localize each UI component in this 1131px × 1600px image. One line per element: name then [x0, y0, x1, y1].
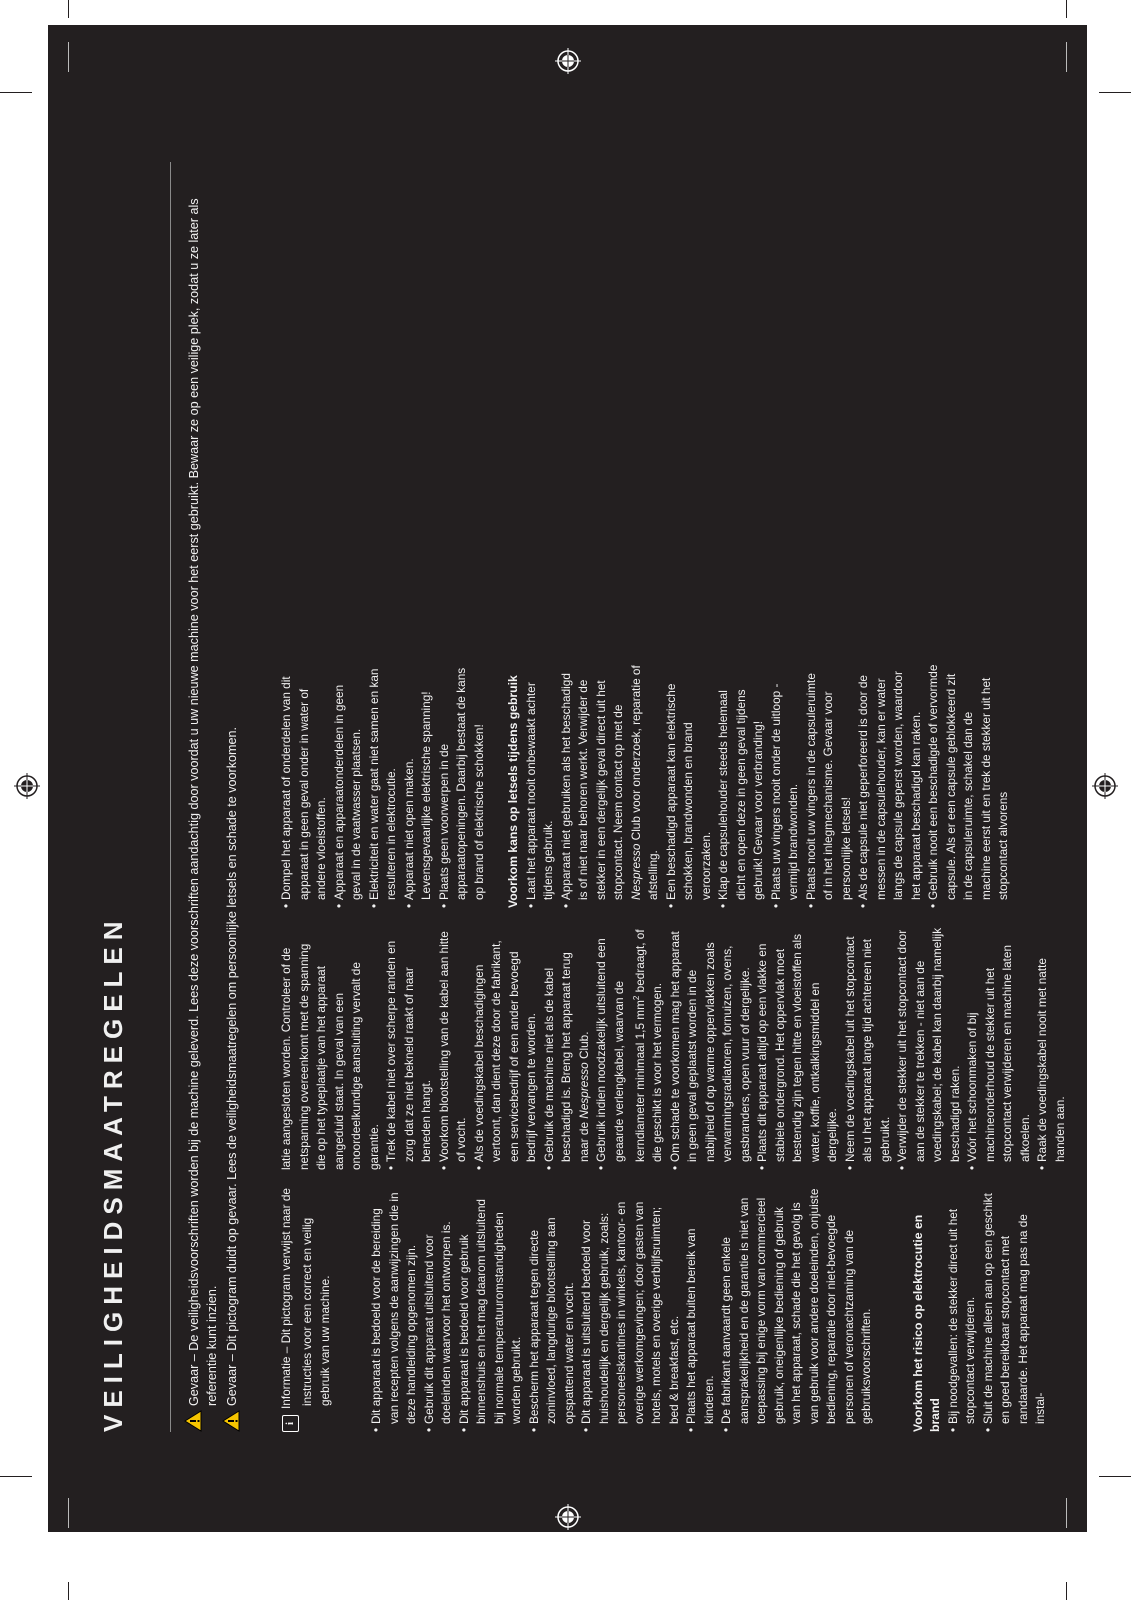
- intro: [184, 162, 242, 1432]
- document-content: [98, 162, 1067, 1432]
- list-item: [558, 664, 663, 908]
- info-note: [278, 1188, 334, 1432]
- column-2: [278, 926, 1069, 1170]
- list-item: • Als de capsule niet geperforeerd is door de messen in de capsulehouder, kan er water langs de capsule geperst worden, waardoor het apparaat beschadigd kan raken.: [855, 664, 925, 908]
- list-item: • Dit apparaat is bedoeld voor de bereiding van recepten volgens de aanwijzingen die in deze handleiding opgenomen zijn.: [368, 1188, 421, 1432]
- list-item: • Dit apparaat is uitsluitend bedoeld voor huishoudelijk en dergelijk gebruik, zoals: personeelskantines in winkels, kantoor- en overige werkomgevingen; door gasten van hotels, motels en overige verblijfsruimten; bed & breakfast, etc.: [578, 1188, 683, 1432]
- spacer: [334, 1188, 368, 1432]
- list-item: • Klap de capsulehouder steeds helemaal dicht en open deze in geen geval tijdens gebruik! Gevaar voor verbranding!: [715, 664, 768, 908]
- list-item: • Plaats geen voorwerpen in de apparaatopeningen. Daarbij bestaat de kans op brand of elektrische schokken!: [436, 664, 489, 908]
- list-item: • Trek de kabel niet over scherpe randen en zorg dat ze niet bekneld raakt of naar beneden hangt.: [383, 926, 436, 1170]
- intro-gevaar-2: [222, 162, 241, 1432]
- brand-name: Nespresso: [628, 843, 643, 900]
- list-item: [593, 926, 667, 1170]
- crop-mark: [68, 0, 69, 18]
- crop-mark: [0, 1476, 32, 1477]
- list-item: • Raak de voedingskabel nooit met natte handen aan.: [1034, 926, 1069, 1170]
- list-item: • Om schade te voorkomen mag het apparaat in geen geval geplaatst worden in de nabijheid of op warme oppervlakken zoals verwarmingsradiatoren, fornuizen, ovens, gasbranders, open vuur of dergelijke.: [667, 926, 755, 1170]
- registration-mark-icon: [1092, 773, 1118, 799]
- list-item: • Elektriciteit en water gaat niet samen en kan resulteren in elektrocutie.: [366, 664, 401, 908]
- crop-mark: [68, 1582, 69, 1600]
- list-item: • Bij noodgevallen: de stekker direct uit het stopcontact verwijderen.: [945, 1188, 980, 1432]
- crop-mark: [1066, 0, 1067, 18]
- info-icon: i: [282, 1415, 299, 1432]
- warning-triangle-icon: [184, 1410, 202, 1432]
- list-item: • Bescherm het apparaat tegen directe zoninvloed, langdurige blootstelling aan opspattend water en vocht.: [526, 1188, 579, 1432]
- list-item: • Gebruik nooit een beschadigde of vervormde capsule. Als er een capsule geblokkeerd zit in de capsuleruimte, schakel dan de machine eerst uit en trek de stekker uit het stopcontact alvorens: [925, 664, 1013, 908]
- warning-triangle-icon: [222, 1410, 240, 1432]
- list-item: • Apparaat en apparaatonderdelen in geen geval in de vaatwasser plaatsen.: [331, 664, 366, 908]
- column-3: [278, 664, 1013, 908]
- list-item: • Plaats dit apparaat altijd op een vlakke en stabiele ondergrond. Het oppervlak moet bestendig zijn tegen hitte en vloeistoffen als water, koffie, ontkalkingsmiddel en dergelijke.: [754, 926, 842, 1170]
- bullet-text: Club.: [576, 1031, 591, 1063]
- list-item: • Plaats uw vingers nooit onder de uitloop - vermijd brandwonden.: [768, 664, 803, 908]
- list-item: • Neem de voedingskabel uit het stopcontact als u het apparaat lange tijd achtereen niet gebruikt.: [842, 926, 895, 1170]
- list-item: • Sluit de machine alleen aan op een geschikt en goed bereikbaar stopcontact met randaarde. Het apparaat mag pas na de instal-: [980, 1188, 1050, 1432]
- list-item: • Plaats het apparaat buiten bereik van kinderen.: [683, 1188, 718, 1432]
- crop-mark: [1099, 92, 1131, 93]
- intro-gevaar-2-text: Gevaar – Dit pictogram duidt op gevaar. Lees de veiligheidsmaatregelen om persoonlijke letsels en schade te voorkomen.: [225, 726, 239, 1406]
- list-item: • Dompel het apparaat of onderdelen van dit apparaat in geen geval onder in water of andere vloeistoffen.: [278, 664, 331, 908]
- bullet-text: Apparaat niet gebruiken als het beschadigd is of niet naar behoren werkt. Verwijder de stekker in een dergelijk geval direct uit het stopcontact. Neem contact op met de: [558, 673, 625, 900]
- list-item: • Gebruik dit apparaat uitsluitend voor doeleinden waarvoor het ontworpen is.: [421, 1188, 456, 1432]
- continuation-text: latie aangesloten worden. Controleer of de netspanning overeenkomt met de spanning die op het typeplaatje van het apparaat aangeduid staat. In geval van een onoordeelkundige aansluiting vervalt de garantie.: [279, 943, 381, 1170]
- bullet-text: Gebruik de machine niet als de kabel beschadigd is. Breng het apparaat terug naar de: [541, 952, 591, 1162]
- intro-gevaar-1-text: Gevaar – De veiligheidsvoorschriften worden bij de machine geleverd. Lees deze voorschriften aandachtig door voordat u uw nieuwe machine voor het eerst gebruikt. Bewaar ze op een veilige plek, zodat u ze later als referentie kunt inzien.: [187, 198, 219, 1406]
- title-rule: [170, 162, 171, 1432]
- spacer: [488, 664, 505, 908]
- crop-mark: [0, 92, 32, 93]
- superscript: 2: [632, 995, 641, 1001]
- bullet-text: Gebruik indien noodzakelijk uitsluitend een geaarde verlengkabel, waarvan de kerndiameter minimaal 1,5 mm: [594, 938, 647, 1162]
- list-item: • Dit apparaat is bedoeld voor gebruik binnenshuis en het mag daarom uitsluitend bij normale temperatuuromstandigheden worden gebruikt.: [456, 1188, 526, 1432]
- list-item: • Laat het apparaat nooit onbewaakt achter tijdens gebruik.: [523, 664, 558, 908]
- column-1: [278, 1188, 1050, 1432]
- brand-name: Nespresso: [576, 1062, 591, 1119]
- crop-mark: [1066, 1582, 1067, 1600]
- crop-mark: [1099, 1476, 1131, 1477]
- list-item: • Voorkom blootstelling van de kabel aan hitte of vocht.: [436, 926, 471, 1170]
- columns: [278, 162, 1067, 1432]
- bullet-text: bedraagt, of die geschikt is voor het vermogen.: [632, 929, 665, 1162]
- list-item: • Apparaat niet open maken. Levensgevaarlijke elektrische spanning!: [401, 664, 436, 908]
- list-item: • De fabrikant aanvaardt geen enkele aansprakelijkheid en de garantie is niet van toepassing bij enige vorm van commercieel gebruik, oneigenlijke bediening of gebruik van het apparaat, schade die het gevolg is van gebruik voor andere doeleinden, onjuiste bediening, reparatie door niet-bevoegde personen of veronachtzaming van de gebruiksvoorschriften.: [718, 1188, 876, 1432]
- section-heading-letsels: Voorkom kans op letsels tijdens gebruik: [506, 675, 520, 908]
- list-item: • Vóór het schoonmaken of bij machineonderhoud de stekker uit het stopcontact verwijderen en machine laten afkoelen.: [964, 926, 1034, 1170]
- intro-gevaar-1: [184, 162, 221, 1432]
- rotated-document: [48, 25, 1087, 1532]
- section-heading-elektrocutie: Voorkom het risico op elektrocutie en brand: [910, 1214, 942, 1432]
- list-item: • Een beschadigd apparaat kan elektrische schokken, brandwonden en brand veroorzaken.: [663, 664, 716, 908]
- page-title: VEILIGHEIDSMAATREGELEN: [98, 914, 128, 1432]
- registration-mark-icon: [14, 773, 40, 799]
- bullet-text: Club voor onderzoek, reparatie of afstelling.: [628, 665, 660, 900]
- list-item: [541, 926, 594, 1170]
- list-item: • Verwijder de stekker uit het stopcontact door aan de stekker te trekken - niet aan de voedingskabel; de kabel kan daarbij namelijk beschadigd raken.: [894, 926, 964, 1170]
- spacer: [876, 1188, 910, 1432]
- list-item: • Als de voedingskabel beschadigingen vertoont, dan dient deze door de fabrikant, een servicebedrijf of een ander bevoegd bedrijf vervangen te worden.: [471, 926, 541, 1170]
- info-text: Informatie – Dit pictogram verwijst naar de instructies voor een correct en veilig gebruik van uw machine.: [279, 1188, 332, 1409]
- list-item: • Plaats nooit uw vingers in de capsuleruimte of in het inlegmechanisme. Gevaar voor persoonlijke letsels!: [803, 664, 856, 908]
